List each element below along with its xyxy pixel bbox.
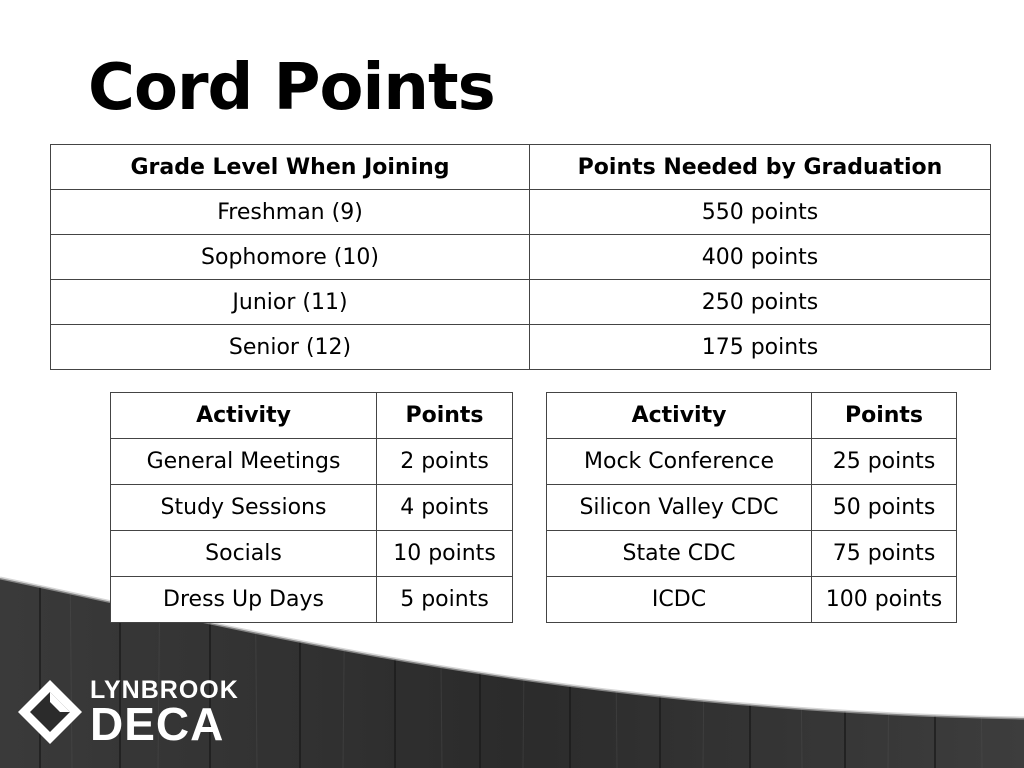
table-cell: 250 points [530,280,991,325]
table-cell: General Meetings [111,439,377,485]
table-row [111,577,513,623]
table-cell: Silicon Valley CDC [547,485,812,531]
table-cell: Junior (11) [51,280,530,325]
club-activity-table [110,392,513,623]
logo-wordmark [90,676,239,750]
logo-line-2: DECA [90,698,225,750]
table-header-row [547,393,957,439]
column-header: Activity [547,393,812,439]
table-cell: 2 points [377,439,513,485]
table-cell: Senior (12) [51,325,530,370]
table-cell: 400 points [530,235,991,280]
table-cell: 10 points [377,531,513,577]
table-header-row [51,145,991,190]
deca-diamond-icon [16,678,84,746]
table-cell: Socials [111,531,377,577]
table-cell: Mock Conference [547,439,812,485]
table-cell: 25 points [812,439,957,485]
column-header: Points [377,393,513,439]
table-cell: 175 points [530,325,991,370]
conference-activity-table [546,392,957,623]
grade-level-table [50,144,991,370]
table-row [111,439,513,485]
page-title: Cord Points [88,51,495,125]
logo-line-1: LYNBROOK [90,676,239,704]
table-row [547,577,957,623]
table-cell: 5 points [377,577,513,623]
table-cell: 100 points [812,577,957,623]
table-row [111,485,513,531]
table-header-row [111,393,513,439]
table-row [51,235,991,280]
table-row [111,531,513,577]
table-cell: 4 points [377,485,513,531]
table-row [51,190,991,235]
table-cell: State CDC [547,531,812,577]
table-row [51,325,991,370]
table-cell: ICDC [547,577,812,623]
table-cell: Freshman (9) [51,190,530,235]
table-cell: 550 points [530,190,991,235]
table-row [547,531,957,577]
column-header: Points Needed by Graduation [530,145,991,190]
table-row [547,439,957,485]
table-row [547,485,957,531]
table-cell: Study Sessions [111,485,377,531]
column-header: Points [812,393,957,439]
table-cell: Sophomore (10) [51,235,530,280]
table-cell: 50 points [812,485,957,531]
table-cell: 75 points [812,531,957,577]
table-cell: Dress Up Days [111,577,377,623]
column-header: Grade Level When Joining [51,145,530,190]
column-header: Activity [111,393,377,439]
table-row [51,280,991,325]
